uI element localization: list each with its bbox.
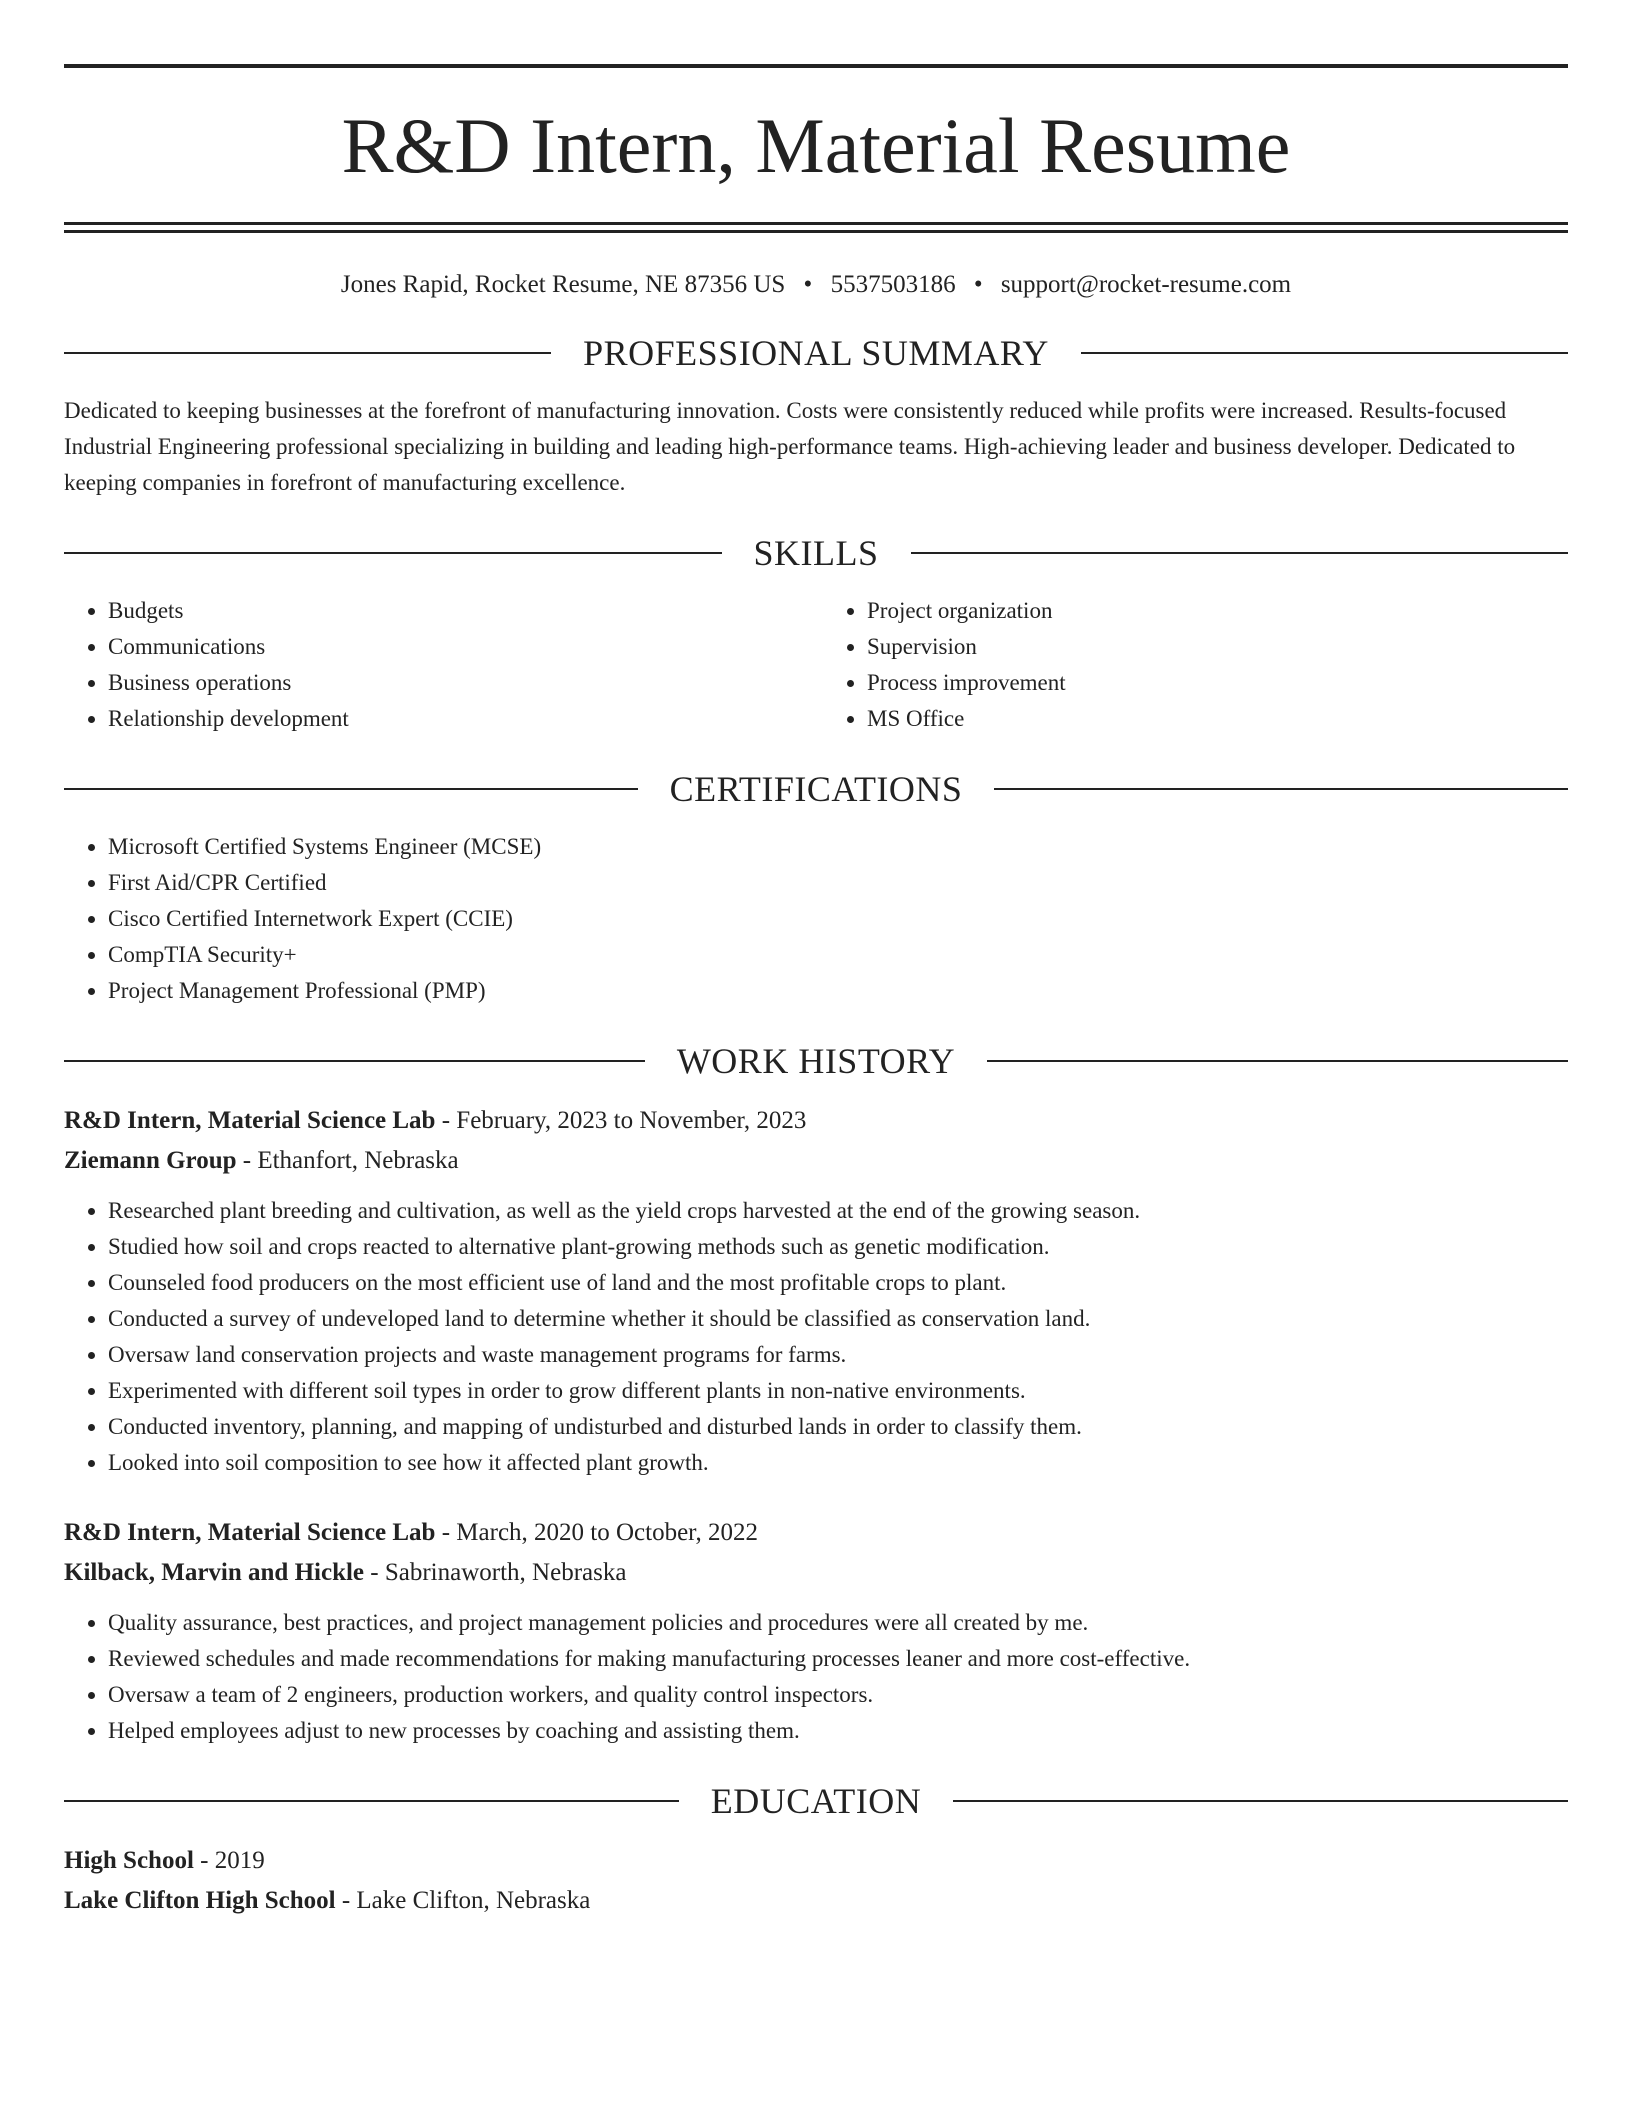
education-entry [64,1841,1568,1921]
resume-page [64,64,1568,1921]
skill-item: • Relationship development [108,701,809,737]
job-bullet: • Oversaw a team of 2 engineers, production workers, and quality control inspectors. [108,1677,1568,1713]
title-double-rule [64,222,1568,233]
summary-text: Dedicated to keeping businesses at the forefront of manufacturing innovation. Costs were consistently reduced while profits were increased. Results-focused Industrial Engineering professional specializing in building and leading high-performance teams. High-achieving leader and business developer. Dedicated to keeping companies in forefront of manufacturing excellence. [64,398,1516,495]
skills-list [64,593,1568,737]
top-rule [64,64,1568,68]
job-company: Kilback, Marvin and Hickle [64,1559,365,1586]
certification-item: • Cisco Certified Internetwork Expert (CCIE) [108,901,1568,937]
education-school-line [64,1881,1568,1921]
contact-email: support@rocket-resume.com [1000,271,1292,298]
section-rule [987,1060,1568,1062]
job-bullet: • Quality assurance, best practices, and project management policies and procedures were all created by me. [108,1605,1568,1641]
contact-line [64,269,1568,301]
job-bullet: • Conducted a survey of undeveloped land to determine whether it should be classified as conservation land. [108,1301,1568,1337]
job-bullet: • Helped employees adjust to new processes by coaching and assisting them. [108,1713,1568,1749]
skill-item: • Budgets [108,593,809,629]
section-title-education: EDUCATION [710,1781,922,1821]
section-header-education [64,1781,1568,1821]
education-degree-line [64,1841,1568,1881]
skill-item: • Communications [108,629,809,665]
job-title-line [64,1101,1568,1141]
contact-separator: • [973,271,983,298]
job-company-line [64,1141,1568,1181]
job-bullet: • Studied how soil and crops reacted to alternative plant-growing methods such as genetic modification. [108,1229,1568,1265]
section-header-certifications [64,769,1568,809]
skills-column-left [64,593,809,737]
skill-item: • Business operations [108,665,809,701]
job-bullet: • Experimented with different soil types in order to grow different plants in non-native environments. [108,1373,1568,1409]
skill-item: • MS Office [867,701,1568,737]
education-school: Lake Clifton High School [64,1887,336,1914]
section-title-skills: SKILLS [753,533,879,573]
education-year: 2019 [214,1847,265,1874]
job-dates: February, 2023 to November, 2023 [456,1107,807,1134]
job-bullet: • Researched plant breeding and cultivation, as well as the yield crops harvested at the end of the growing season. [108,1193,1568,1229]
skill-item: • Project organization [867,593,1568,629]
skill-item: • Process improvement [867,665,1568,701]
job-company-line [64,1553,1568,1593]
job-entry [64,1513,1568,1749]
contact-address: Jones Rapid, Rocket Resume, NE 87356 US [340,271,786,298]
job-entry [64,1101,1568,1481]
certification-item: • Microsoft Certified Systems Engineer (MCSE) [108,829,1568,865]
section-title-work: WORK HISTORY [676,1041,956,1081]
skills-column-right [809,593,1568,737]
section-rule [64,1060,645,1062]
certifications-list [64,829,1568,1009]
section-rule [64,552,722,554]
certification-item: • Project Management Professional (PMP) [108,973,1568,1009]
job-company: Ziemann Group [64,1147,237,1174]
page-title: R&D Intern, Material Resume [341,102,1291,189]
dash: - [370,1559,379,1586]
job-bullets [64,1193,1568,1481]
section-header-work [64,1041,1568,1081]
dash: - [441,1519,451,1546]
job-role: R&D Intern, Material Science Lab [64,1519,436,1546]
job-title-line [64,1513,1568,1553]
job-dates: March, 2020 to October, 2022 [456,1519,759,1546]
job-bullet: • Counseled food producers on the most efficient use of land and the most profitable crops to plant. [108,1265,1568,1301]
dash: - [200,1847,209,1874]
dash: - [441,1107,451,1134]
section-title-certifications: CERTIFICATIONS [669,769,963,809]
job-location: Ethanfort, Nebraska [257,1147,459,1174]
contact-separator: • [803,271,813,298]
job-bullet: • Oversaw land conservation projects and waste management programs for farms. [108,1337,1568,1373]
section-header-skills [64,533,1568,573]
contact-phone: 5537503186 [830,271,956,298]
education-location: Lake Clifton, Nebraska [356,1887,591,1914]
certification-item: • First Aid/CPR Certified [108,865,1568,901]
education-degree: High School [64,1847,194,1874]
job-location: Sabrinaworth, Nebraska [384,1559,627,1586]
section-rule [994,788,1568,790]
section-title-summary: PROFESSIONAL SUMMARY [583,333,1049,373]
dash: - [242,1147,252,1174]
section-rule [64,788,638,790]
dash: - [341,1887,351,1914]
job-bullet: • Conducted inventory, planning, and mapping of undisturbed and disturbed lands in order to classify them. [108,1409,1568,1445]
job-bullets [64,1605,1568,1749]
section-rule [64,1800,679,1802]
section-rule [911,552,1569,554]
skill-item: • Supervision [867,629,1568,665]
job-bullet: • Looked into soil composition to see how it affected plant growth. [108,1445,1568,1481]
certification-item: • CompTIA Security+ [108,937,1568,973]
section-header-summary [64,333,1568,373]
job-bullet: • Reviewed schedules and made recommendations for making manufacturing processes leaner and more cost-effective. [108,1641,1568,1677]
section-rule [953,1800,1568,1802]
section-rule [64,352,551,354]
section-rule [1081,352,1568,354]
job-role: R&D Intern, Material Science Lab [64,1107,436,1134]
